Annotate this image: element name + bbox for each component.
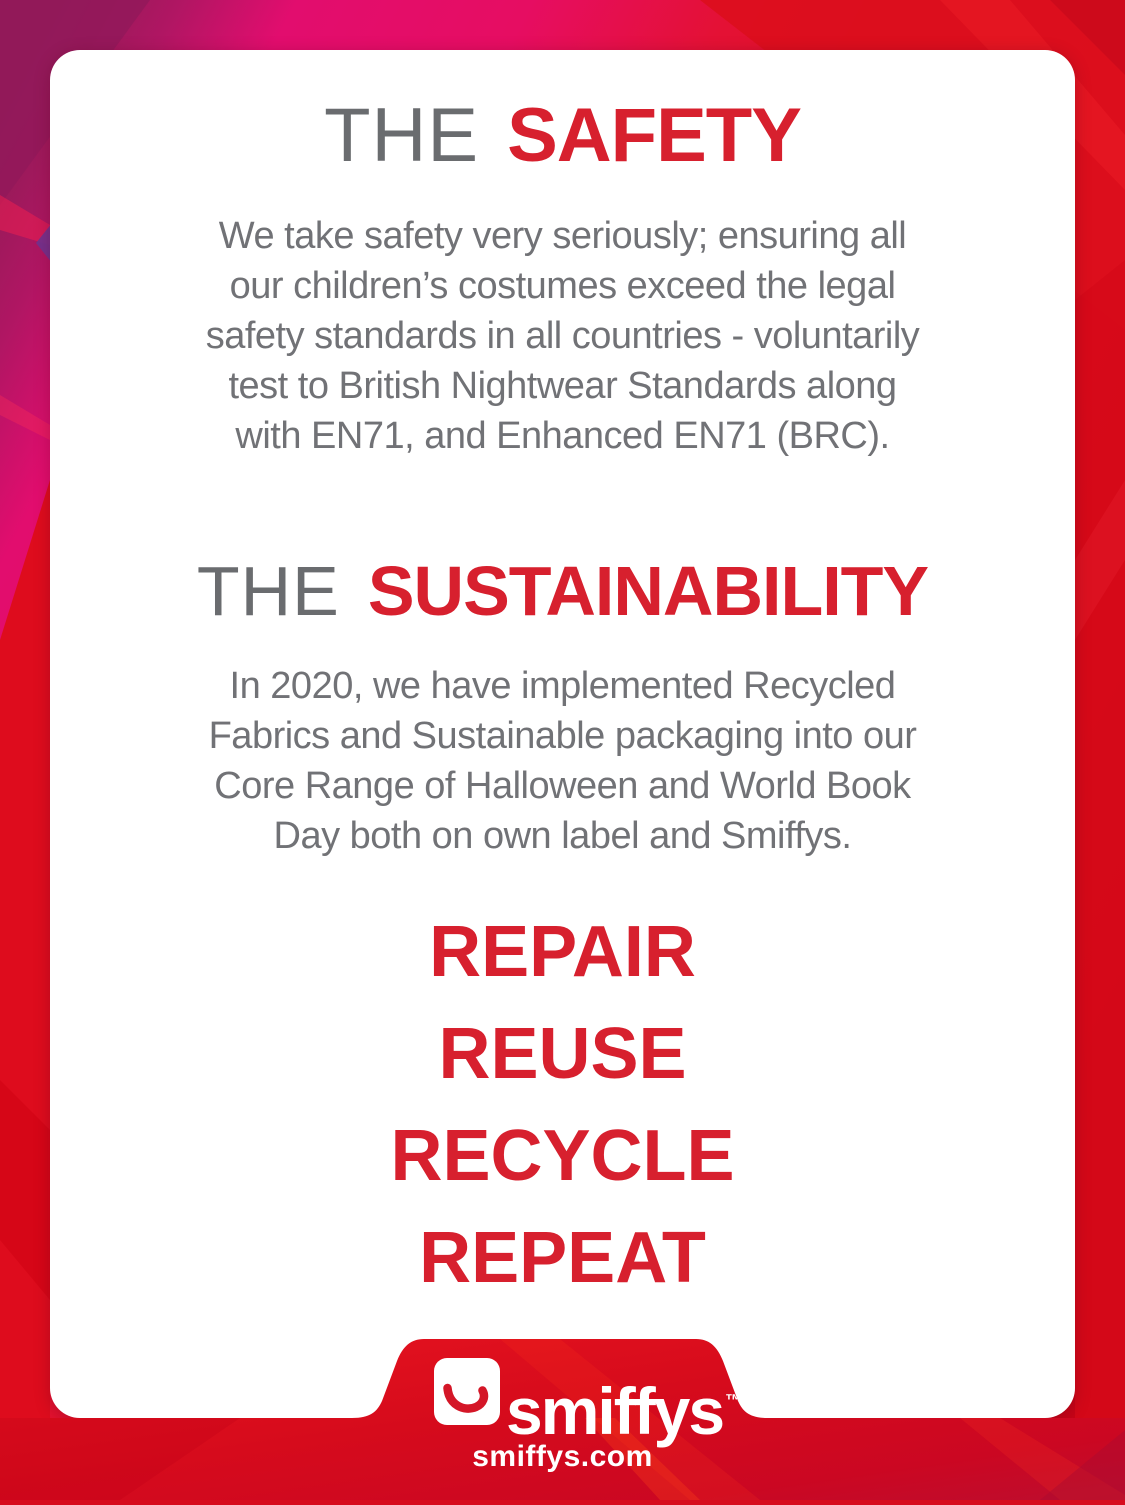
sustainability-line: Core Range of Halloween and World Book bbox=[214, 765, 911, 807]
safety-line: our children’s costumes exceed the legal bbox=[229, 265, 896, 307]
safety-line: with EN71, and Enhanced EN71 (BRC). bbox=[235, 415, 890, 457]
trademark-symbol: ™ bbox=[725, 1391, 743, 1410]
sustainability-heading-prefix: THE bbox=[196, 552, 340, 630]
content-card bbox=[50, 50, 1075, 1418]
smile-icon bbox=[434, 1358, 500, 1424]
brand-wordmark bbox=[506, 1368, 743, 1448]
website-url: smiffys.com bbox=[472, 1440, 653, 1473]
sustainability-line: In 2020, we have implemented Recycled bbox=[229, 665, 896, 707]
safety-paragraph bbox=[50, 211, 1075, 461]
slogan-word: REPEAT bbox=[419, 1218, 706, 1298]
slogan-word: RECYCLE bbox=[390, 1116, 735, 1196]
safety-line: safety standards in all countries - voluntarily bbox=[205, 315, 920, 357]
safety-line: We take safety very seriously; ensuring all bbox=[218, 215, 907, 257]
safety-heading-prefix: THE bbox=[324, 93, 480, 178]
safety-heading-main: SAFETY bbox=[507, 93, 801, 178]
safety-heading bbox=[50, 91, 1075, 181]
sustainability-line: Fabrics and Sustainable packaging into our bbox=[208, 715, 917, 757]
sustainability-paragraph bbox=[50, 661, 1075, 861]
sustainability-heading-main: SUSTAINABILITY bbox=[367, 552, 929, 630]
slogan-block bbox=[50, 901, 1075, 1309]
smiffys-logo bbox=[434, 1358, 500, 1425]
brand-name: smiffys bbox=[506, 1374, 724, 1448]
slogan-word: REPAIR bbox=[429, 912, 696, 992]
sustainability-line: Day both on own label and Smiffys. bbox=[273, 815, 852, 857]
sustainability-heading bbox=[50, 548, 1075, 634]
safety-line: test to British Nightwear Standards along bbox=[228, 365, 897, 407]
slogan-word: REUSE bbox=[438, 1014, 687, 1094]
